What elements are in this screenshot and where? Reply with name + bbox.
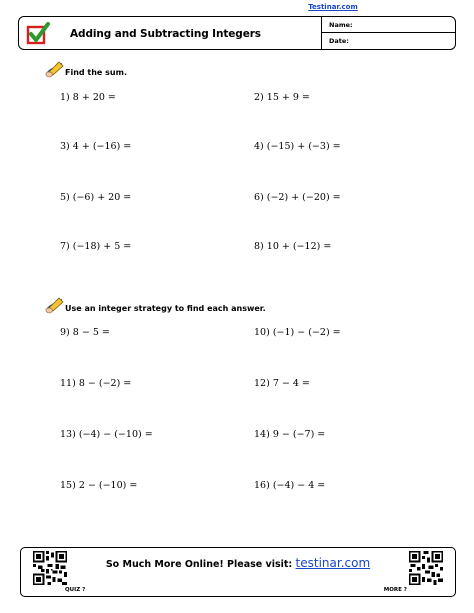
promo-text [21, 556, 455, 570]
problem-11: 11) 8 − (−2) = [60, 378, 132, 389]
problem-10: 10) (−1) − (−2) = [254, 327, 341, 338]
problem-12: 12) 7 − 4 = [254, 378, 310, 389]
problem-9: 9) 8 − 5 = [60, 327, 110, 338]
problem-16: 16) (−4) − 4 = [254, 480, 326, 491]
checkmark-logo-icon [25, 21, 51, 47]
quiz-label: QUIZ ? [65, 587, 86, 593]
problem-8: 8) 10 + (−12) = [254, 241, 332, 252]
problem-7: 7) (−18) + 5 = [60, 241, 132, 252]
problem-2: 2) 15 + 9 = [254, 92, 310, 103]
more-label: MORE ? [383, 587, 407, 593]
pencil-hand-icon [44, 60, 64, 78]
page-title: Adding and Subtracting Integers [70, 28, 261, 40]
promo-message: So Much More Online! Please visit: [105, 559, 296, 570]
section-heading-strategy [44, 296, 266, 314]
section-instruction: Find the sum. [65, 68, 127, 77]
date-field[interactable]: Date: [329, 37, 349, 45]
brand-link[interactable]: Testinar.com [308, 3, 358, 11]
problem-13: 13) (−4) − (−10) = [60, 429, 153, 440]
problem-6: 6) (−2) + (−20) = [254, 192, 341, 203]
problem-1: 1) 8 + 20 = [60, 92, 116, 103]
section-heading-sum [44, 60, 127, 78]
problem-15: 15) 2 − (−10) = [60, 480, 138, 491]
pencil-hand-icon [44, 296, 64, 314]
problem-5: 5) (−6) + 20 = [60, 192, 132, 203]
name-date-box [321, 17, 455, 49]
problem-14: 14) 9 − (−7) = [254, 429, 326, 440]
worksheet-header [18, 16, 456, 50]
problem-4: 4) (−15) + (−3) = [254, 141, 341, 152]
problem-3: 3) 4 + (−16) = [60, 141, 132, 152]
section-instruction: Use an integer strategy to find each answer. [65, 304, 266, 313]
qr-code-more-icon[interactable] [409, 551, 443, 585]
promo-link[interactable]: testinar.com [295, 556, 371, 570]
footer-banner [20, 547, 456, 597]
name-field[interactable]: Name: [322, 17, 455, 33]
